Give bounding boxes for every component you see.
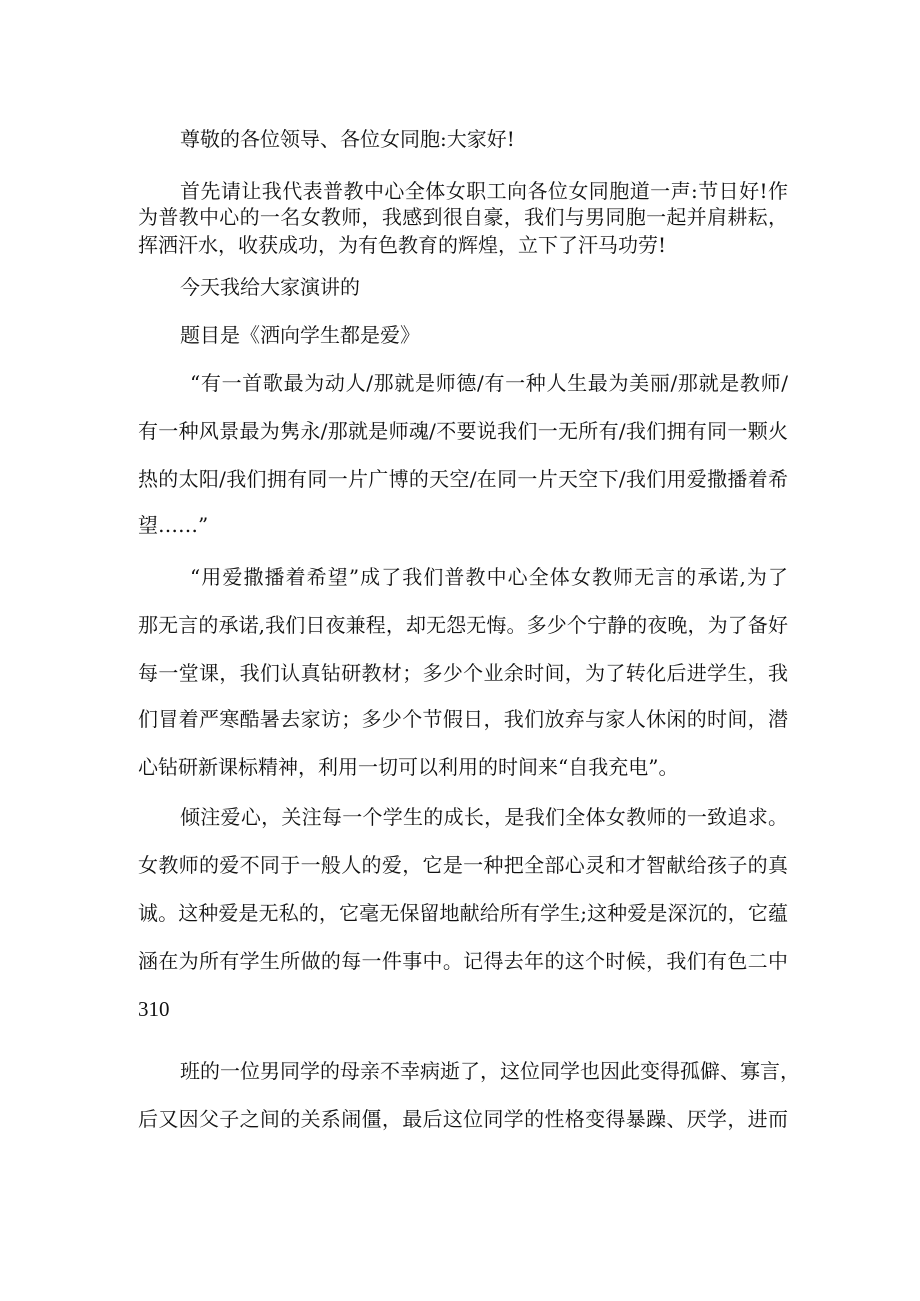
poem-line-3: 热的太阳/我们拥有同一片广博的天空/在同一片天空下/我们用爱撒播着希 [138, 467, 788, 491]
paragraph-4-line-3: 诚。这种爱是无私的，它毫无保留地献给所有学生;这种爱是深沉的，它蕴 [138, 901, 788, 925]
paragraph-1-line-3: 挥洒汗水，收获成功，为有色教育的辉煌，立下了汗马功劳! [138, 233, 667, 257]
poem-line-4: 望……” [138, 513, 209, 537]
speech-title-line: 题目是《洒向学生都是爱》 [180, 323, 420, 347]
paragraph-1-line-2: 为普教中心的一名女教师，我感到很自豪，我们与男同胞一起并肩耕耘， [138, 205, 788, 229]
paragraph-3-line-1: “用爱撒播着希望”成了我们普教中心全体女教师无言的承诺,为了 [190, 565, 788, 589]
paragraph-4-line-4: 涵在为所有学生所做的每一件事中。记得去年的这个时候，我们有色二中 [138, 949, 788, 973]
paragraph-3-line-5: 心钻研新课标精神，利用一切可以利用的时间来“自我充电”。 [138, 755, 679, 779]
paragraph-4-line-1: 倾注爱心，关注每一个学生的成长，是我们全体女教师的一致追求。 [180, 805, 788, 829]
greeting-line: 尊敬的各位领导、各位女同胞:大家好! [180, 127, 515, 151]
paragraph-2-line: 今天我给大家演讲的 [180, 275, 360, 299]
page-number-text: 310 [138, 997, 170, 1021]
poem-line-2: 有一种风景最为隽永/那就是师魂/不要说我们一无所有/我们拥有同一颗火 [138, 419, 788, 443]
paragraph-3-line-4: 们冒着严寒酷暑去家访；多少个节假日，我们放弃与家人休闲的时间，潜 [138, 707, 788, 731]
paragraph-1-line-1: 首先请让我代表普教中心全体女职工向各位女同胞道一声:节日好!作 [180, 179, 788, 203]
paragraph-4-line-2: 女教师的爱不同于一般人的爱，它是一种把全部心灵和才智献给孩子的真 [138, 853, 788, 877]
paragraph-3-line-3: 每一堂课，我们认真钻研教材；多少个业余时间，为了转化后进学生，我 [138, 661, 788, 685]
poem-line-1: “有一首歌最为动人/那就是师德/有一种人生最为美丽/那就是教师/ [190, 371, 788, 395]
paragraph-5-line-2: 后又因父子之间的关系闹僵，最后这位同学的性格变得暴躁、厌学，进而 [138, 1107, 788, 1131]
paragraph-5-line-1: 班的一位男同学的母亲不幸病逝了，这位同学也因此变得孤僻、寡言， [180, 1059, 800, 1083]
paragraph-3-line-2: 那无言的承诺,我们日夜兼程，却无怨无悔。多少个宁静的夜晚，为了备好 [138, 613, 788, 637]
